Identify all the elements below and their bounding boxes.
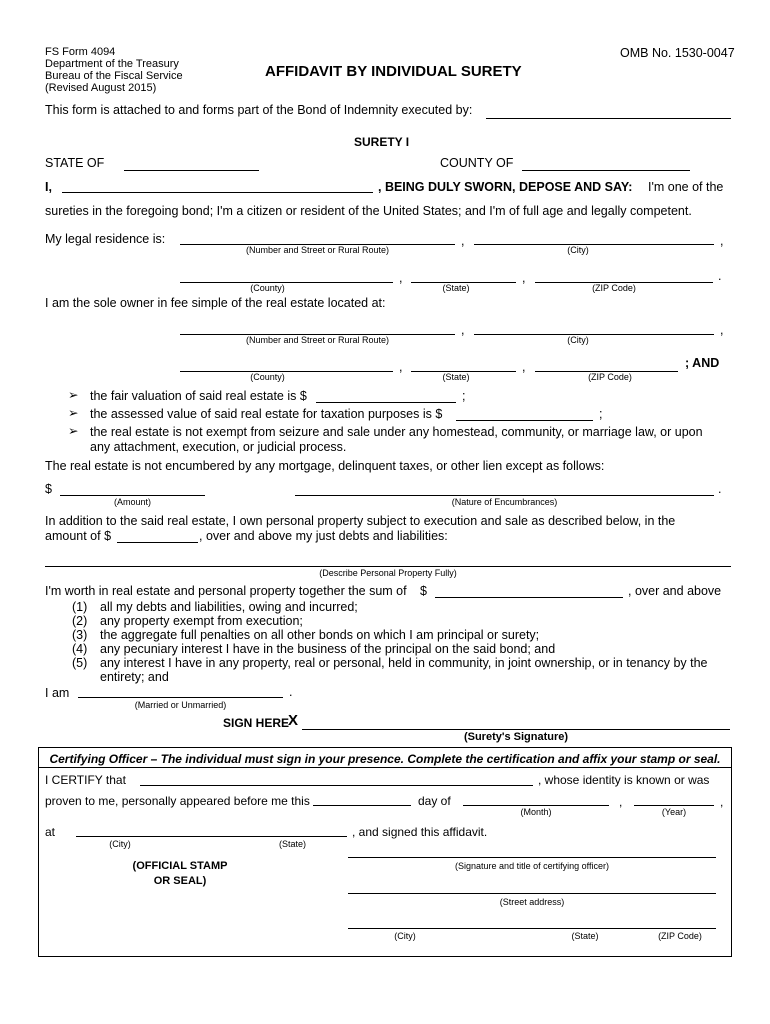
list-number: (2) <box>72 614 88 628</box>
not-exempt-text: the real estate is not exempt from seizure and sale under any homestead, community, or marriage law, or upon <box>90 425 703 439</box>
semicolon: ; <box>462 389 466 403</box>
officer-caption: (Signature and title of certifying officer) <box>455 861 609 871</box>
comma: , <box>720 795 724 809</box>
city-state-field[interactable] <box>76 836 347 837</box>
county-caption: (County) <box>250 283 285 293</box>
day-of-label: day of <box>418 794 451 808</box>
semicolon: ; <box>599 407 603 421</box>
form-title: AFFIDAVIT BY INDIVIDUAL SURETY <box>265 63 522 80</box>
period: . <box>718 269 722 283</box>
attached-text: This form is attached to and forms part of the Bond of Indemnity executed by: <box>45 103 473 117</box>
fair-valuation-field[interactable] <box>316 402 456 403</box>
bullet-arrow-icon: ➢ <box>68 388 79 402</box>
sign-x: X <box>288 712 299 729</box>
surety-name-field[interactable] <box>62 192 373 193</box>
comma: , <box>399 360 403 374</box>
street-address-field[interactable] <box>348 893 716 894</box>
zip-caption: (ZIP Code) <box>658 931 702 941</box>
bullet-arrow-icon: ➢ <box>68 424 79 438</box>
street-caption: (Number and Street or Rural Route) <box>245 245 390 255</box>
personal-amount-label: amount of $ <box>45 529 112 543</box>
city-caption: (City) <box>567 335 589 345</box>
city-caption: (City) <box>567 245 589 255</box>
estate-county-field[interactable] <box>180 371 393 372</box>
i-label: I, <box>45 180 52 194</box>
city-caption: (City) <box>394 931 416 941</box>
sureties-text: sureties in the foregoing bond; I'm a citizen or resident of the United States; and I'm of full age and legally competent. <box>45 204 692 218</box>
year-field[interactable] <box>634 805 714 806</box>
street-caption: (Number and Street or Rural Route) <box>245 335 390 345</box>
fair-valuation-text: the fair valuation of said real estate is $ <box>90 389 307 403</box>
zip-caption: (ZIP Code) <box>588 372 632 382</box>
county-of-label: COUNTY OF <box>440 156 514 170</box>
comma: , <box>619 795 623 809</box>
period: . <box>718 482 722 496</box>
amount-caption: (Amount) <box>113 497 151 507</box>
bureau-name: Bureau of the Fiscal Service <box>45 70 183 82</box>
signature-caption: (Surety's Signature) <box>463 731 569 743</box>
certifying-officer-heading: Certifying Officer – The individual must sign in your presence. Complete the certification and affix your stamp or seal. <box>49 752 721 766</box>
state-of-label: STATE OF <box>45 156 105 170</box>
city-state-zip-field[interactable] <box>348 928 716 929</box>
state-caption: (State) <box>278 839 306 849</box>
list-number: (1) <box>72 600 88 614</box>
describe-caption: (Describe Personal Property Fully) <box>319 568 457 578</box>
list-item-cont: entirety; and <box>100 670 169 684</box>
month-field[interactable] <box>463 805 609 806</box>
worth-amount-field[interactable] <box>435 597 623 598</box>
comma: , <box>522 271 526 285</box>
bond-executor-field[interactable] <box>486 118 731 119</box>
street-caption: (Street address) <box>499 897 565 907</box>
marital-status-field[interactable] <box>78 697 283 698</box>
comma: , <box>720 234 724 248</box>
residence-county-field[interactable] <box>180 282 393 283</box>
comma: , <box>522 360 526 374</box>
day-field[interactable] <box>313 805 411 806</box>
not-exempt-text-cont: any attachment, execution, or judicial process. <box>90 440 347 454</box>
married-caption: (Married or Unmarried) <box>134 700 227 710</box>
at-label: at <box>45 825 56 839</box>
assessed-value-field[interactable] <box>456 420 593 421</box>
encumbrance-nature-field[interactable] <box>295 495 714 496</box>
comma: , <box>461 234 465 248</box>
proven-text: proven to me, personally appeared before me this <box>45 794 310 808</box>
residence-label: My legal residence is: <box>45 232 166 246</box>
list-number: (3) <box>72 628 88 642</box>
state-caption: (State) <box>442 283 470 293</box>
period: . <box>289 685 293 699</box>
month-caption: (Month) <box>520 807 552 817</box>
list-item: any interest I have in any property, real or personal, held in community, in joint ownership, or in tenancy by the <box>100 656 708 670</box>
nature-caption: (Nature of Encumbrances) <box>451 497 558 507</box>
state-of-field[interactable] <box>124 170 259 171</box>
personal-amount-field[interactable] <box>117 542 198 543</box>
zip-caption: (ZIP Code) <box>592 283 636 293</box>
i-am-label: I am <box>45 686 70 700</box>
department-name: Department of the Treasury <box>45 58 179 70</box>
certified-person-field[interactable] <box>140 785 533 786</box>
form-number: FS Form 4094 <box>45 46 116 58</box>
personal-property-field[interactable] <box>45 566 731 567</box>
stamp-label: (OFFICIAL STAMP <box>132 860 228 872</box>
sworn-text: , BEING DULY SWORN, DEPOSE AND SAY: <box>378 180 633 194</box>
revision-date: (Revised August 2015) <box>45 82 157 94</box>
signed-text: , and signed this affidavit. <box>352 825 488 839</box>
estate-city-field[interactable] <box>474 334 714 335</box>
dollar-sign: $ <box>45 482 52 496</box>
surety-heading: SURETY I <box>354 135 410 149</box>
omb-number: OMB No. 1530-0047 <box>620 46 735 60</box>
over-above-text: , over and above <box>628 584 722 598</box>
sign-here-label: SIGN HERE <box>223 716 290 730</box>
list-item: the aggregate full penalties on all other bonds on which I am principal or surety; <box>100 628 540 642</box>
county-caption: (County) <box>250 372 285 382</box>
officer-signature-field[interactable] <box>348 857 716 858</box>
list-number: (5) <box>72 656 88 670</box>
worth-text: I'm worth in real estate and personal property together the sum of <box>45 584 407 598</box>
identity-text: , whose identity is known or was <box>538 773 710 787</box>
encumbrance-amount-field[interactable] <box>60 495 205 496</box>
over-and-above-text: , over and above my just debts and liabilities: <box>199 529 448 543</box>
and-text: ; AND <box>685 356 720 370</box>
heading-divider <box>39 767 731 768</box>
city-caption: (City) <box>109 839 131 849</box>
certify-label: I CERTIFY that <box>45 773 126 787</box>
owner-text: I am the sole owner in fee simple of the real estate located at: <box>45 296 386 310</box>
surety-signature-field[interactable] <box>302 729 730 730</box>
encumbered-text: The real estate is not encumbered by any mortgage, delinquent taxes, or other lien except as follows: <box>45 459 605 473</box>
state-caption: (State) <box>442 372 470 382</box>
comma: , <box>720 323 724 337</box>
list-item: any property exempt from execution; <box>100 614 303 628</box>
comma: , <box>399 271 403 285</box>
year-caption: (Year) <box>661 807 687 817</box>
county-of-field[interactable] <box>522 170 690 171</box>
list-item: all my debts and liabilities, owing and incurred; <box>100 600 358 614</box>
residence-city-field[interactable] <box>474 244 714 245</box>
state-caption: (State) <box>571 931 599 941</box>
sworn-rest-text: I'm one of the <box>648 180 724 194</box>
comma: , <box>461 323 465 337</box>
bullet-arrow-icon: ➢ <box>68 406 79 420</box>
list-number: (4) <box>72 642 88 656</box>
list-item: any pecuniary interest I have in the business of the principal on the said bond; and <box>100 642 556 656</box>
personal-property-text: In addition to the said real estate, I own personal property subject to execution and sale as described below, in the <box>45 514 676 528</box>
dollar-sign: $ <box>420 584 427 598</box>
stamp-label-cont: OR SEAL) <box>153 875 207 887</box>
assessed-value-text: the assessed value of said real estate for taxation purposes is $ <box>90 407 443 421</box>
